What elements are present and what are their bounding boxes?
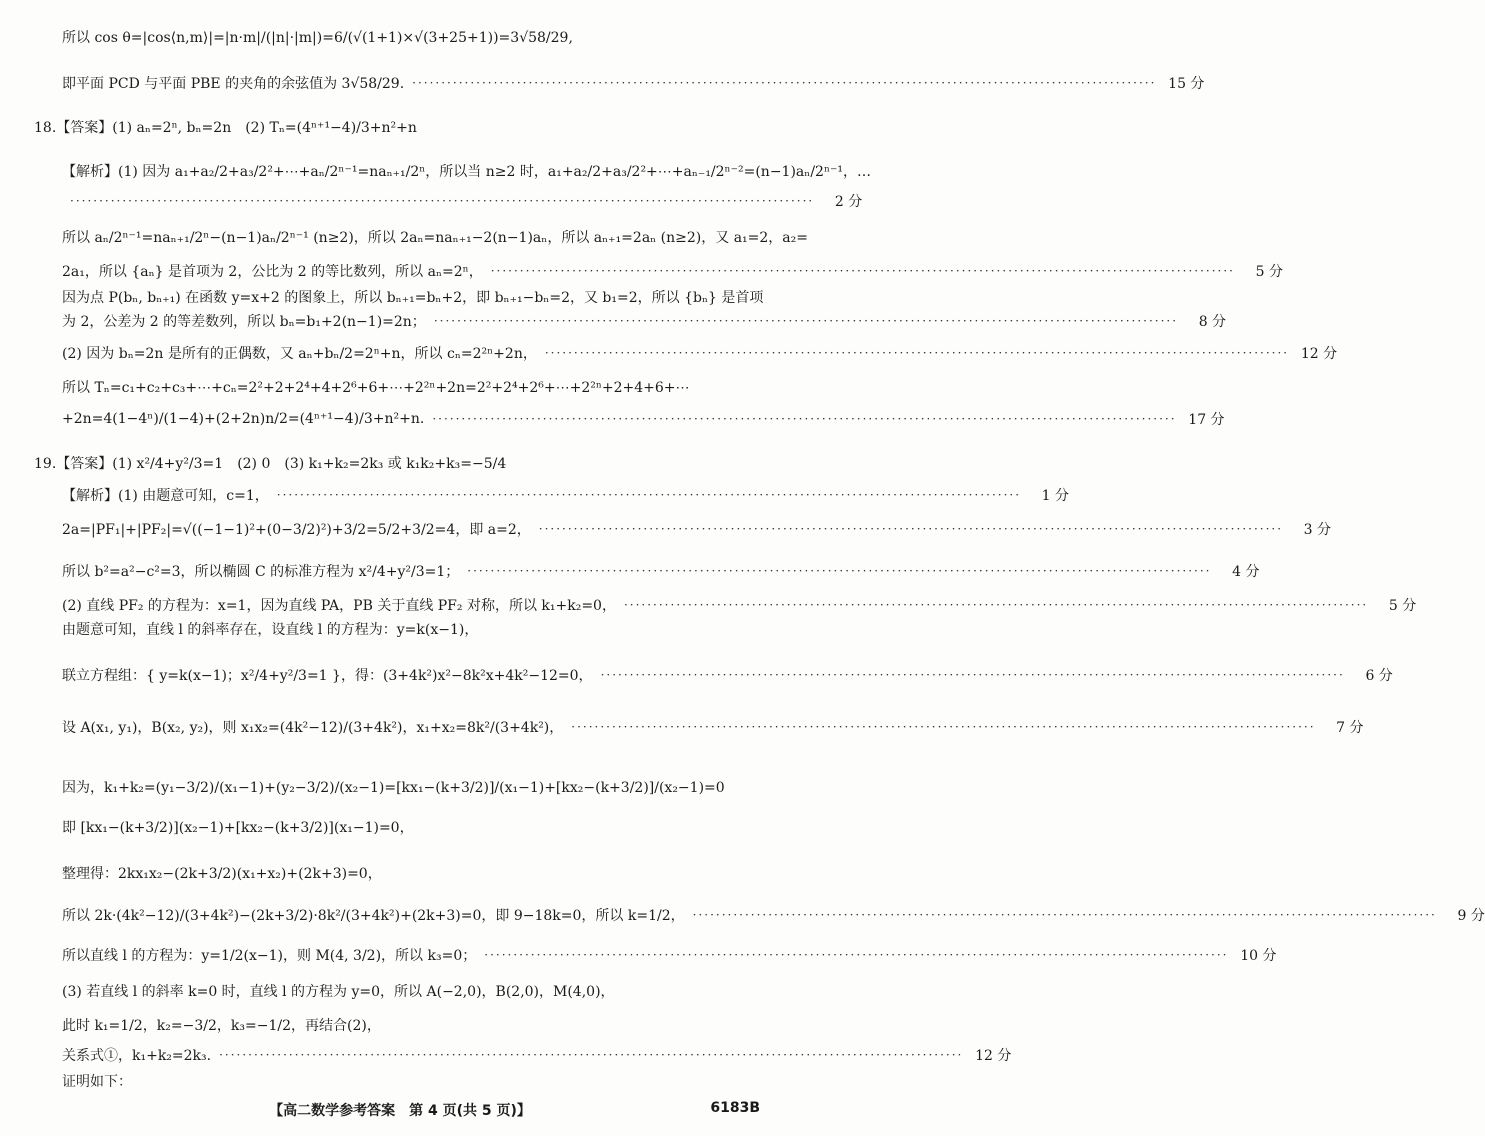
score-label: 6 分	[1365, 668, 1393, 684]
leader-dots: ································································································································	[692, 908, 1437, 922]
solution-line: 所以 cos θ=|cos⟨n,m⟩|=|n·m|/(|n|·|m|)=6/(√(1+1)×√(3+25+1))=3√58/29,	[62, 30, 573, 46]
solution-line: 【解析】(1) 因为 a₁+a₂/2+a₃/2²+⋯+aₙ/2ⁿ⁻¹=naₙ₊₁/2ⁿ，所以当 n≥2 时，a₁+a₂/2+a₃/2²+⋯+aₙ₋₁/2ⁿ⁻²=(n−1)aₙ/2ⁿ⁻¹，…	[62, 164, 872, 180]
score-label: 7 分	[1336, 720, 1364, 736]
leader-dots: ································································································································	[490, 264, 1235, 278]
solution-line: 所以直线 l 的方程为：y=1/2(x−1)，则 M(4, 3/2)，所以 k₃=0； ································································································································ 10 分	[0, 940, 800, 970]
score-label: 15 分	[1168, 76, 1205, 92]
solution-line: 所以 b²=a²−c²=3，所以椭圆 C 的标准方程为 x²/4+y²/3=1； ································································································································ 4 分	[0, 556, 800, 586]
solution-line: 所以 2k·(4k²−12)/(3+4k²)−(2k+3/2)·8k²/(3+4k²)+(2k+3)=0，即 9−18k=0，所以 k=1/2， ································································································································ 9 分	[0, 900, 800, 930]
leader-dots: ································································································································	[484, 948, 1229, 962]
score-label: 12 分	[1300, 346, 1338, 362]
solution-line: +2n=4(1−4ⁿ)/(1−4)+(2+2n)n/2=(4ⁿ⁺¹−4)/3+n²+n. ································································································································ 17 分	[62, 411, 1225, 428]
leader-dots: ································································································································	[412, 76, 1157, 90]
leader-dots: ································································································································	[600, 668, 1345, 682]
page-footer	[0, 1100, 800, 1124]
score-label: 12 分	[975, 1048, 1012, 1064]
score-label: 9 分	[1457, 908, 1485, 924]
solution-line: 2a₁，所以 {aₙ} 是首项为 2，公比为 2 的等比数列，所以 aₙ=2ⁿ， ································································································································ 5 分	[0, 256, 800, 286]
leader-dots: ································································································································	[571, 720, 1316, 734]
score-label: 4 分	[1232, 564, 1260, 580]
score-label: 2 分	[834, 194, 863, 210]
footer-page-info: 【高二数学参考答案 第 4 页(共 5 页)】	[269, 1103, 531, 1119]
score-label: 1 分	[1041, 488, 1070, 504]
score-label: 10 分	[1240, 948, 1277, 964]
score-label: 8 分	[1198, 314, 1227, 330]
score-label: 3 分	[1303, 522, 1332, 538]
solution-line: 此时 k₁=1/2，k₂=−3/2，k₃=−1/2，再结合(2)，	[62, 1018, 381, 1034]
leader-dots: ································································································································	[433, 314, 1179, 328]
leader-dots: ································································································································	[544, 346, 1290, 360]
solution-line: 证明如下：	[62, 1074, 132, 1090]
score-label: 5 分	[1388, 598, 1417, 614]
solution-line: (2) 直线 PF₂ 的方程为：x=1，因为直线 PA，PB 关于直线 PF₂ 对称，所以 k₁+k₂=0， ································································································································ 5 分	[0, 590, 800, 620]
score-label: 17 分	[1188, 412, 1225, 428]
solution-line: 联立方程组：{ y=k(x−1)；x²/4+y²/3=1 }，得：(3+4k²)x²−8k²x+4k²−12=0， ································································································································ 6 分	[0, 660, 800, 690]
solution-line: 关系式①，k₁+k₂=2k₃. ································································································································ 12 分	[0, 1040, 800, 1070]
question-18-answer: 18.【答案】(1) aₙ=2ⁿ, bₙ=2n (2) Tₙ=(4ⁿ⁺¹−4)/3+n²+n	[34, 120, 417, 136]
leader-dots: ································································································································	[538, 522, 1284, 536]
leader-dots: ································································································································	[467, 564, 1212, 578]
solution-line: 由题意可知，直线 l 的斜率存在，设直线 l 的方程为：y=k(x−1)，	[62, 622, 479, 638]
solution-line: 因为，k₁+k₂=(y₁−3/2)/(x₁−1)+(y₂−3/2)/(x₂−1)=[kx₁−(k+3/2)]/(x₁−1)+[kx₂−(k+3/2)]/(x₂−1)=0	[62, 780, 725, 796]
solution-line: 【解析】(1) 由题意可知，c=1， ································································································································ 1 分	[0, 480, 800, 510]
solution-line: (3) 若直线 l 的斜率 k=0 时，直线 l 的方程为 y=0，所以 A(−2,0)，B(2,0)，M(4,0)，	[62, 984, 615, 1000]
solution-line	[0, 186, 863, 216]
solution-line: 所以 Tₙ=c₁+c₂+c₃+⋯+cₙ=2²+2+2⁴+4+2⁶+6+⋯+2²ⁿ+2n=2²+2⁴+2⁶+⋯+2²ⁿ+2+4+6+⋯	[62, 380, 690, 396]
score-label: 5 分	[1255, 264, 1283, 280]
leader-dots: ································································································································	[219, 1048, 964, 1062]
question-19-answer: 19.【答案】(1) x²/4+y²/3=1 (2) 0 (3) k₁+k₂=2k₃ 或 k₁k₂+k₃=−5/4	[34, 456, 507, 472]
solution-line: (2) 因为 bₙ=2n 是所有的正偶数，又 aₙ+bₙ/2=2ⁿ+n，所以 cₙ=2²ⁿ+2n， ································································································································ 12 分	[0, 338, 800, 368]
solution-line: 为 2，公差为 2 的等差数列，所以 bₙ=b₁+2(n−1)=2n； ································································································································ 8 分	[0, 306, 800, 336]
leader-dots: ································································································································	[432, 412, 1177, 426]
leader-dots: ································································································································	[70, 194, 815, 208]
solution-line: 因为点 P(bₙ, bₙ₊₁) 在函数 y=x+2 的图象上，所以 bₙ₊₁=bₙ+2，即 bₙ₊₁−bₙ=2，又 b₁=2，所以 {bₙ} 是首项	[62, 290, 764, 306]
leader-dots: ································································································································	[276, 488, 1022, 502]
footer-code: 6183B	[710, 1100, 760, 1116]
solution-line: 2a=|PF₁|+|PF₂|=√((−1−1)²+(0−3/2)²)+3/2=5/2+3/2=4，即 a=2， ································································································································ 3 分	[0, 514, 800, 544]
solution-line: 所以 aₙ/2ⁿ⁻¹=naₙ₊₁/2ⁿ−(n−1)aₙ/2ⁿ⁻¹ (n≥2)，所以 2aₙ=naₙ₊₁−2(n−1)aₙ，所以 aₙ₊₁=2aₙ (n≥2)，又 a₁=2，a₂=	[62, 230, 808, 246]
leader-dots: ································································································································	[623, 598, 1369, 612]
solution-line: 设 A(x₁, y₁)，B(x₂, y₂)，则 x₁x₂=(4k²−12)/(3+4k²)，x₁+x₂=8k²/(3+4k²)， ································································································································ 7 分	[0, 712, 800, 742]
solution-line: 整理得：2kx₁x₂−(2k+3/2)(x₁+x₂)+(2k+3)=0，	[62, 866, 382, 882]
solution-line: 即 [kx₁−(k+3/2)](x₂−1)+[kx₂−(k+3/2)](x₁−1)=0，	[62, 820, 414, 836]
solution-line: 即平面 PCD 与平面 PBE 的夹角的余弦值为 3√58/29. ································································································································ 15 分	[0, 68, 800, 98]
